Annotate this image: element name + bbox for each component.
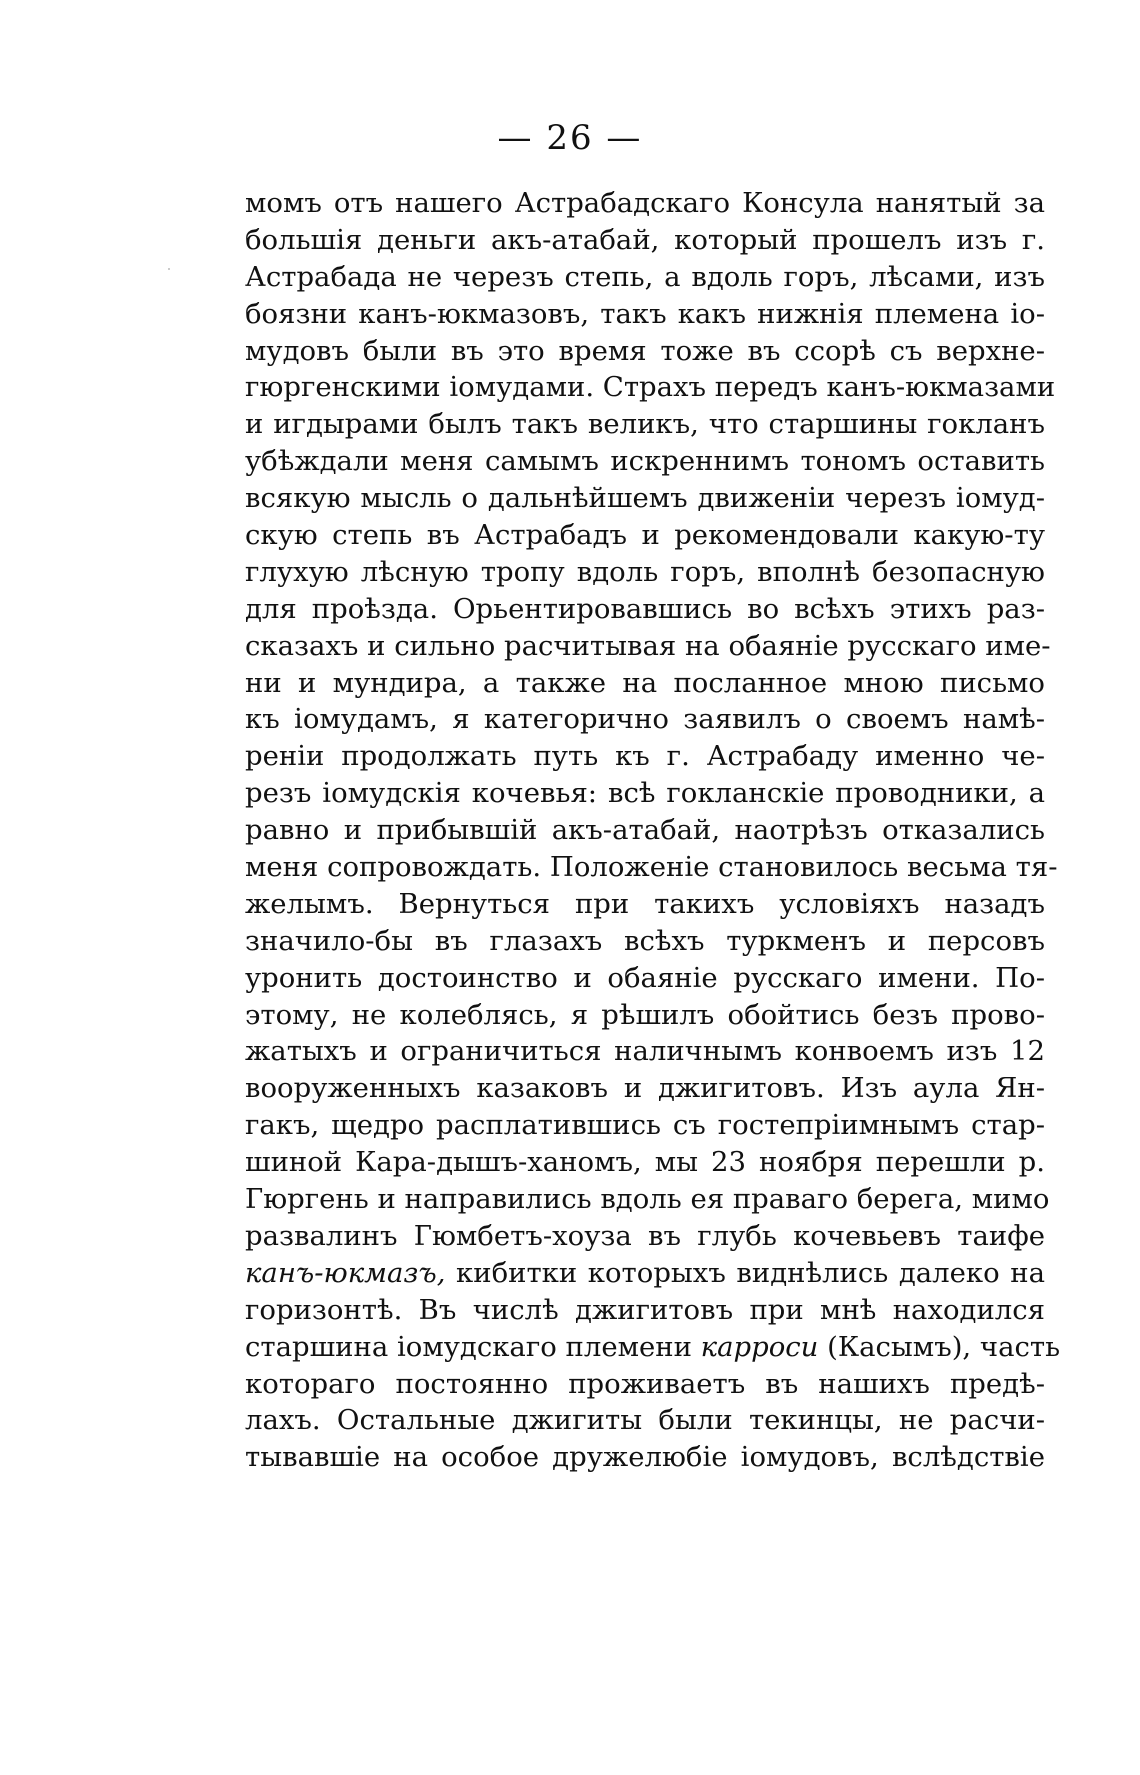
page-number: — 26 — <box>497 118 643 158</box>
text-line: гюргенскими іомудами. Страхъ передъ канъ-юкмазами <box>245 371 1056 404</box>
text-line: значило-бы въ глазахъ всѣхъ туркменъ и персовъ <box>245 924 1045 957</box>
text-line: резъ іомудскія кочевья: всѣ гокланскіе проводники, а <box>245 777 1045 810</box>
italic-tribe-name: карроси <box>700 1330 819 1363</box>
text-line: всякую мысль о дальнѣйшемъ движеніи черезъ іомуд- <box>245 482 1045 515</box>
text-line: шиной Кара-дышъ-ханомъ, мы 23 ноября перешли р. <box>245 1146 1045 1179</box>
text-line: реніи продолжать путь къ г. Астрабаду именно че- <box>245 740 1045 773</box>
text-line: равно и прибывшій акъ-атабай, наотрѣзъ отказались <box>245 814 1045 847</box>
text-line: момъ отъ нашего Астрабадскаго Консула нанятый за <box>245 187 1045 219</box>
text-line: къ іомудамъ, я категорично заявилъ о своемъ намѣ- <box>245 703 1045 736</box>
text-line: лахъ. Остальные джигиты были текинцы, не расчи- <box>245 1404 1045 1437</box>
text-line: тывавшіе на особое дружелюбіе іомудовъ, вслѣдствіе <box>245 1441 1045 1474</box>
text-line: горизонтѣ. Въ числѣ джигитовъ при мнѣ находился <box>245 1293 1045 1326</box>
text-fragment: старшина іомудскаго племени <box>245 1330 701 1363</box>
text-line: большія деньги акъ-атабай, который прошелъ изъ г. <box>245 223 1045 256</box>
text-line: развалинъ Гюмбетъ-хоуза въ глубь кочевьевъ таифе <box>245 1219 1045 1252</box>
text-line: боязни канъ-юкмазовъ, такъ какъ нижнія племена іо- <box>245 297 1045 330</box>
italic-tribe-name: канъ-юкмазъ, <box>245 1256 446 1289</box>
text-line: скую степь въ Астрабадъ и рекомендовали какую-ту <box>245 519 1045 552</box>
body-text <box>245 185 1061 1476</box>
text-line: этому, не колеблясь, я рѣшилъ обойтись безъ прово- <box>245 998 1045 1031</box>
text-line-with-italic <box>245 1329 1061 1366</box>
text-line: Астрабада не черезъ степь, а вдоль горъ, лѣсами, изъ <box>245 260 1045 293</box>
text-fragment: кибитки которыхъ виднѣлись далеко на <box>445 1256 1045 1289</box>
text-line: Гюргень и направились вдоль ея праваго берега, мимо <box>245 1183 1050 1216</box>
text-line: жатыхъ и ограничиться наличнымъ конвоемъ изъ 12 <box>245 1035 1045 1068</box>
text-line: желымъ. Вернуться при такихъ условіяхъ назадъ <box>245 887 1045 920</box>
text-line: для проѣзда. Орьентировавшись во всѣхъ этихъ раз- <box>245 592 1045 625</box>
text-line: гакъ, щедро расплатившись съ гостепріимнымъ стар- <box>245 1109 1045 1142</box>
text-line: и игдырами былъ такъ великъ, что старшины гокланъ <box>245 408 1045 441</box>
text-fragment: (Касымъ), часть <box>818 1330 1061 1363</box>
text-line: убѣждали меня самымъ искреннимъ тономъ оставить <box>245 445 1045 478</box>
text-line: ни и мундира, а также на посланное мною письмо <box>245 666 1045 699</box>
scan-speck <box>168 268 170 270</box>
text-line: котораго постоянно проживаетъ въ нашихъ предѣ- <box>245 1367 1045 1400</box>
text-line: глухую лѣсную тропу вдоль горъ, вполнѣ безопасную <box>245 555 1045 588</box>
text-line: уронить достоинство и обаяніе русскаго имени. По- <box>245 961 1045 994</box>
text-line: меня сопровождать. Положеніе становилось весьма тя- <box>245 851 1058 884</box>
text-line: мудовъ были въ это время тоже въ ссорѣ съ верхне- <box>245 334 1045 367</box>
text-line-with-italic <box>245 1255 1045 1292</box>
text-line: сказахъ и сильно расчитывая на обаяніе русскаго име- <box>245 629 1051 662</box>
text-line: вооруженныхъ казаковъ и джигитовъ. Изъ аула Ян- <box>245 1072 1045 1105</box>
